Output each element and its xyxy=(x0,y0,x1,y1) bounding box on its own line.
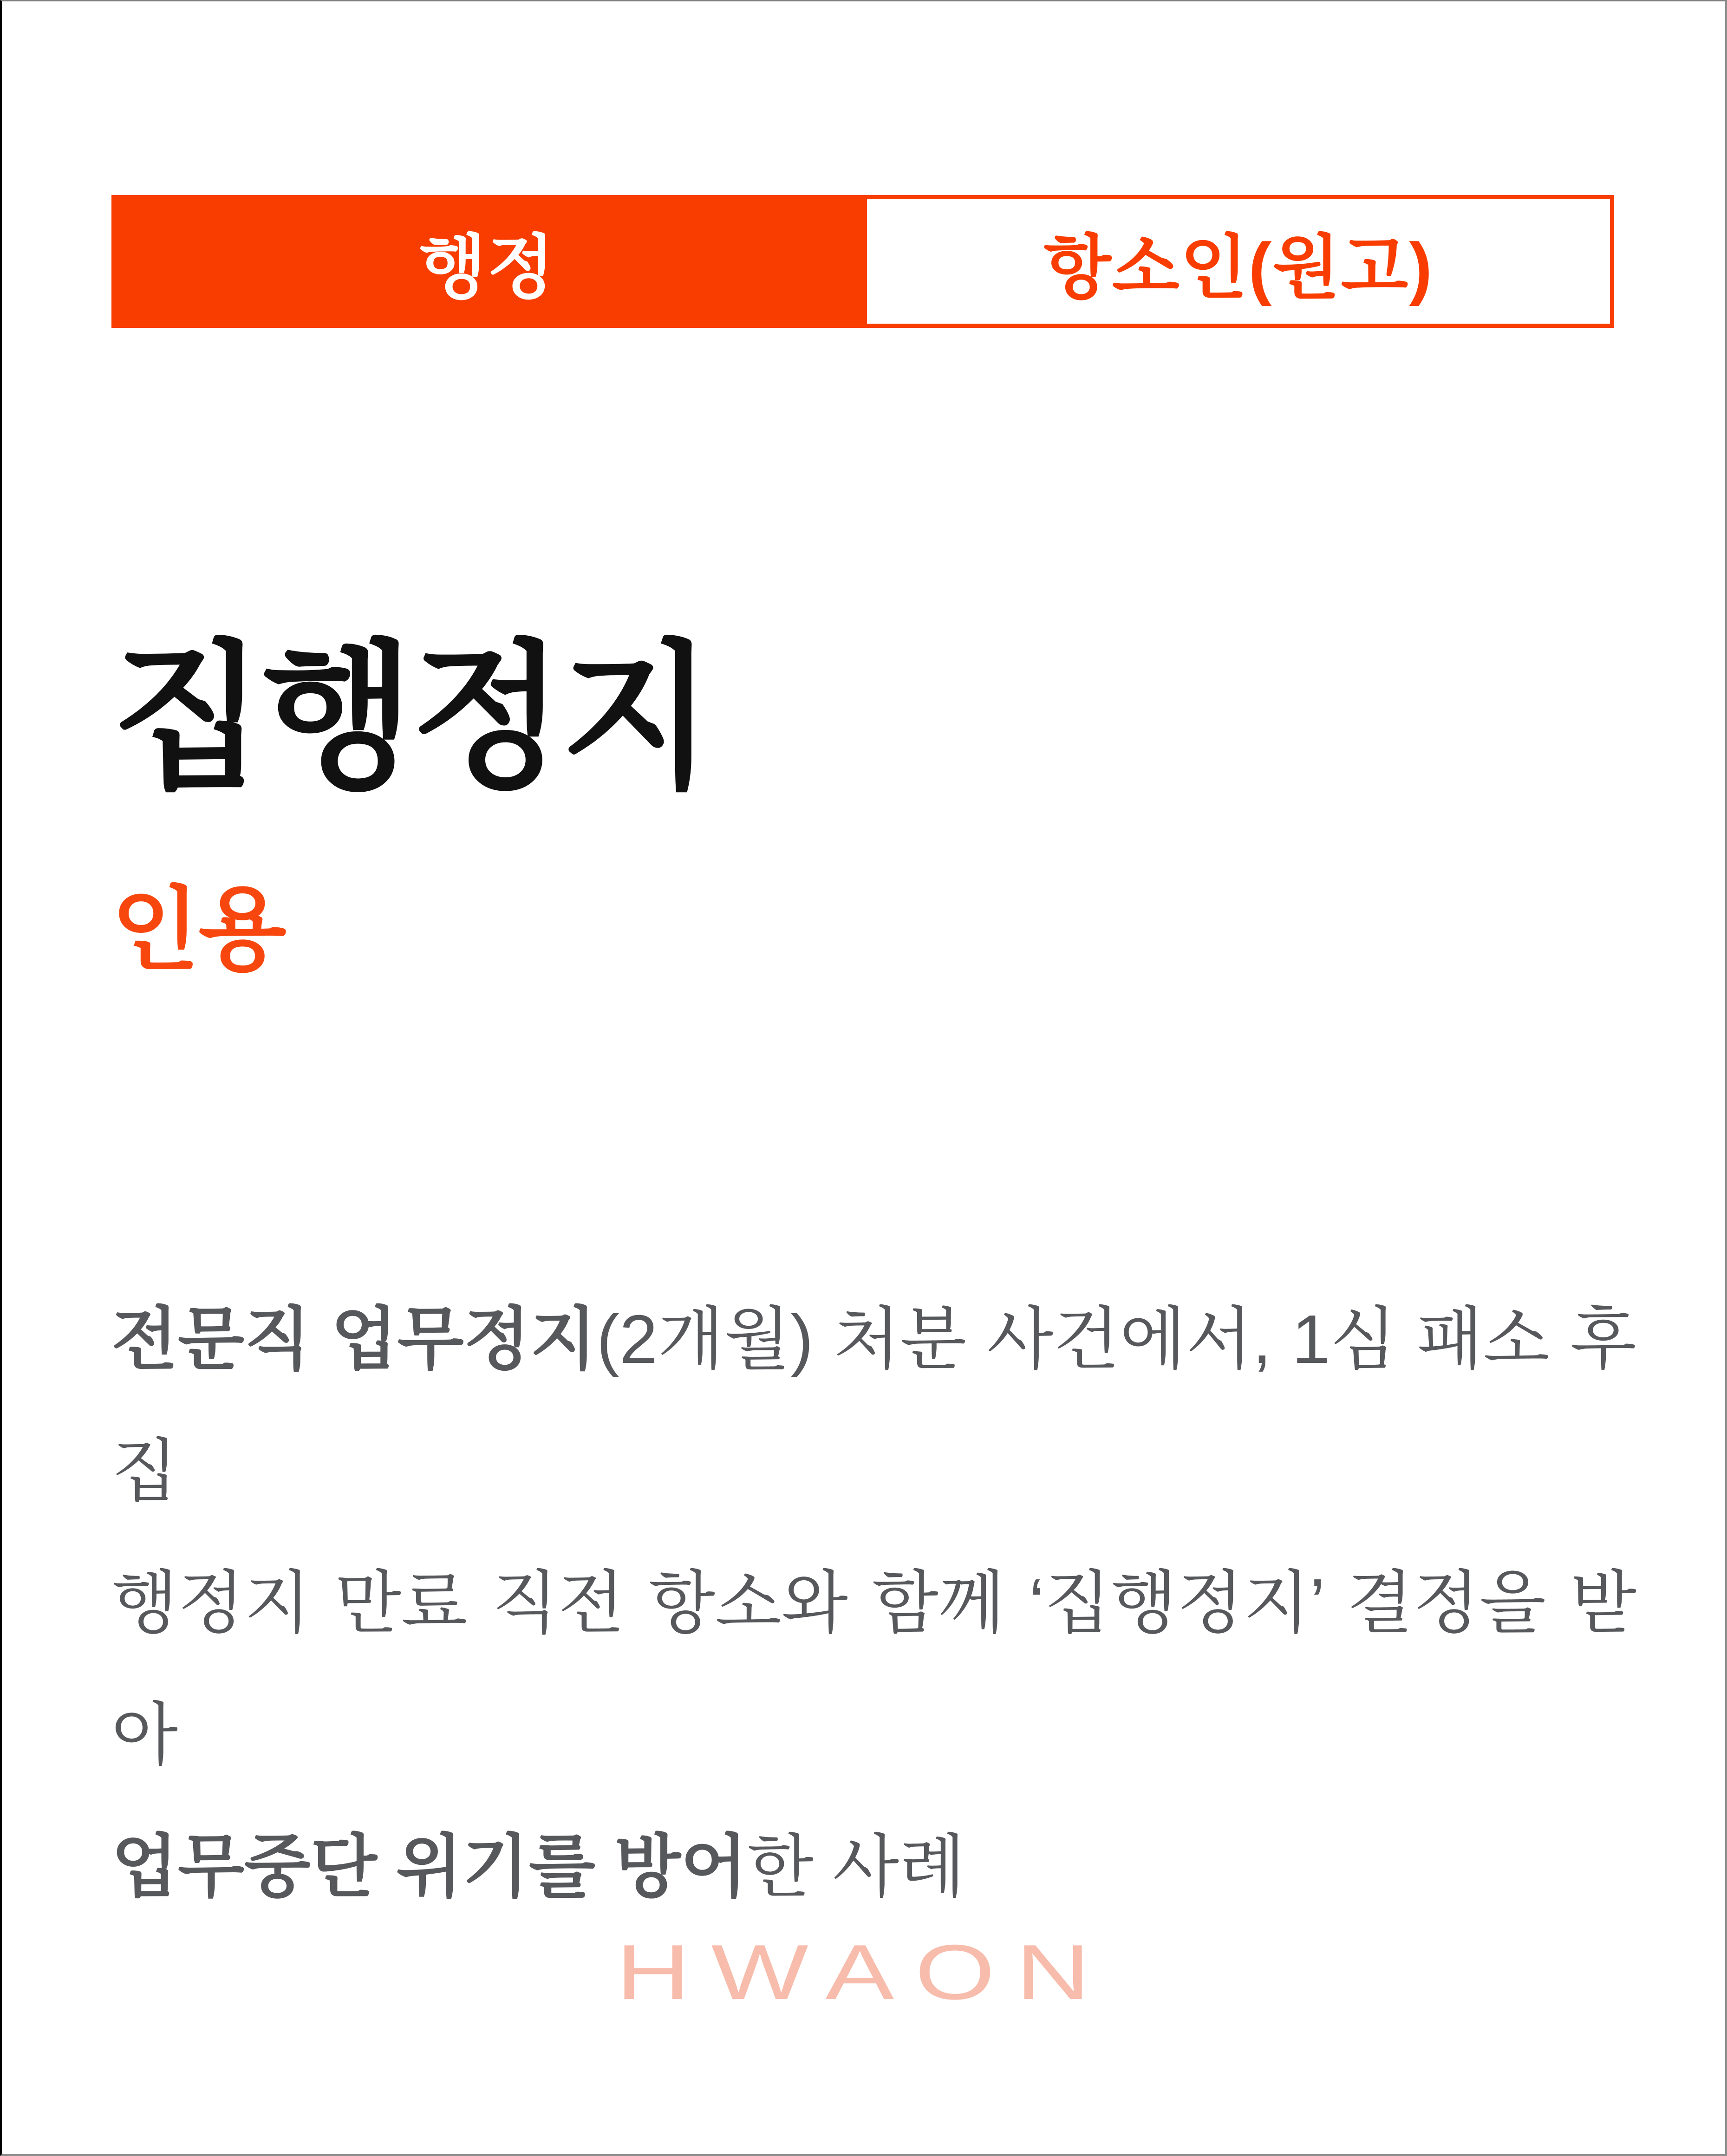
role-badge-label: 항소인(원고) xyxy=(1043,228,1434,306)
summary-text-run: 전문직 업무정지 xyxy=(111,1301,597,1378)
summary-text-run: 업무중단 위기를 방어 xyxy=(111,1829,747,1905)
case-title: 집행정지 xyxy=(111,629,710,807)
category-badge-label: 행정 xyxy=(419,228,555,306)
summary-line xyxy=(111,1801,1636,1933)
summary-line xyxy=(111,1537,1636,1801)
summary-text-run: 한 사례 xyxy=(747,1829,965,1905)
summary-text-run: (2개월) 처분 사건에서, 1심 패소 후 집 xyxy=(111,1301,1636,1510)
hwaon-logo: HWAON xyxy=(616,1928,1111,2016)
summary-line xyxy=(111,1274,1636,1537)
role-badge xyxy=(863,195,1614,328)
case-result-text: 인용 xyxy=(111,879,286,981)
summary-text-run: 행정지 만료 직전 항소와 함께 ‘집행정지’ 결정을 받아 xyxy=(111,1565,1636,1773)
badge-row xyxy=(111,195,1614,328)
case-summary xyxy=(111,1274,1636,1933)
category-badge xyxy=(111,195,863,328)
